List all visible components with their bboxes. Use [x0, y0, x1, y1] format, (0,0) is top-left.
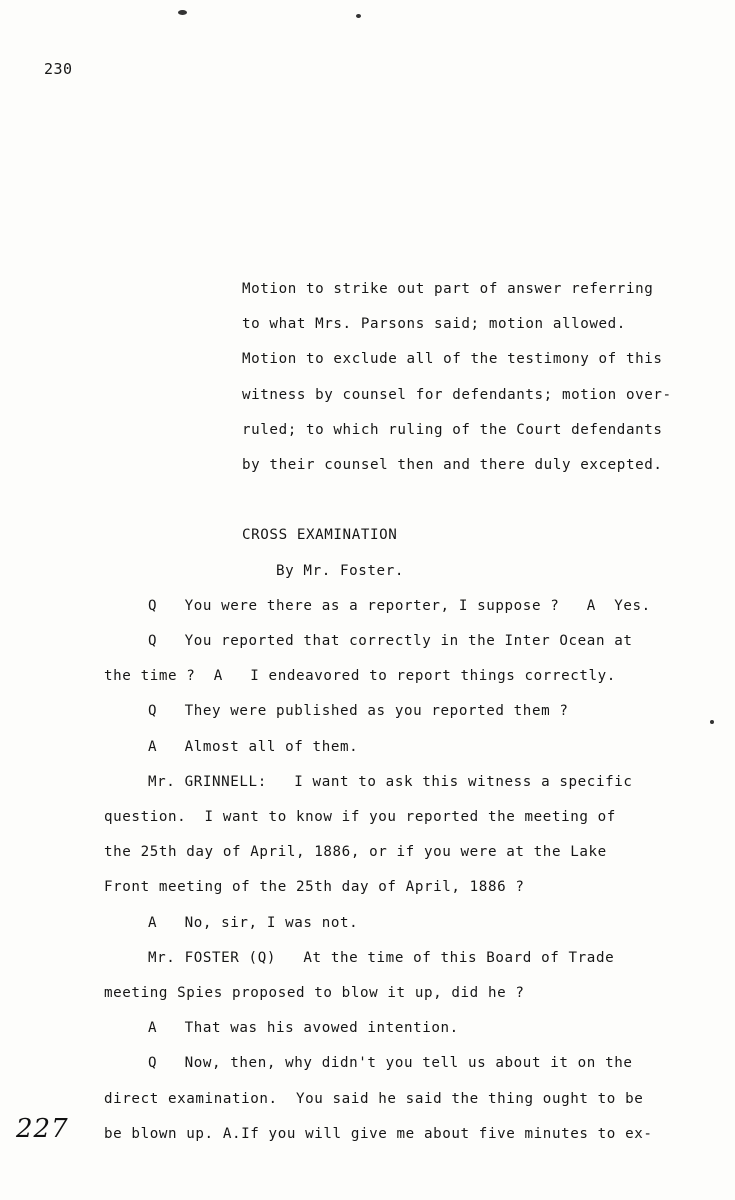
- testimony-line: direct examination. You said he said the thing ought to be: [104, 1091, 644, 1107]
- testimony-line: A No, sir, I was not.: [148, 915, 359, 931]
- ruling-line: to what Mrs. Parsons said; motion allowed.: [242, 316, 626, 332]
- ruling-line: ruled; to which ruling of the Court defendants: [242, 422, 663, 438]
- scan-speck: [356, 14, 361, 18]
- testimony-line: the 25th day of April, 1886, or if you were at the Lake: [104, 844, 607, 860]
- testimony-line: Q They were published as you reported them ?: [148, 703, 569, 719]
- testimony-line: Q Now, then, why didn't you tell us about it on the: [148, 1055, 633, 1071]
- examiner-line: By Mr. Foster.: [276, 563, 404, 579]
- scan-speck: [710, 720, 714, 724]
- testimony-line: the time ? A I endeavored to report things correctly.: [104, 668, 616, 684]
- testimony-line: A That was his avowed intention.: [148, 1020, 459, 1036]
- ruling-line: witness by counsel for defendants; motion over-: [242, 387, 672, 403]
- testimony-line: be blown up. A.If you will give me about five minutes to ex-: [104, 1126, 653, 1142]
- testimony-line: Q You reported that correctly in the Inter Ocean at: [148, 633, 633, 649]
- section-heading: CROSS EXAMINATION: [242, 527, 398, 543]
- testimony-line: Front meeting of the 25th day of April, 1886 ?: [104, 879, 525, 895]
- handwritten-margin-note: 227: [16, 1114, 69, 1144]
- ruling-line: Motion to strike out part of answer referring: [242, 281, 654, 297]
- testimony-line: Mr. GRINNELL: I want to ask this witness a specific: [148, 774, 633, 790]
- testimony-line: Q You were there as a reporter, I suppose ? A Yes.: [148, 598, 651, 614]
- ruling-line: Motion to exclude all of the testimony of this: [242, 351, 663, 367]
- ruling-line: by their counsel then and there duly excepted.: [242, 457, 663, 473]
- testimony-line: meeting Spies proposed to blow it up, did he ?: [104, 985, 525, 1001]
- scan-speck: [178, 10, 187, 15]
- page-number: 230: [44, 60, 73, 78]
- testimony-line: Mr. FOSTER (Q) At the time of this Board of Trade: [148, 950, 615, 966]
- testimony-line: A Almost all of them.: [148, 739, 359, 755]
- testimony-line: question. I want to know if you reported the meeting of: [104, 809, 616, 825]
